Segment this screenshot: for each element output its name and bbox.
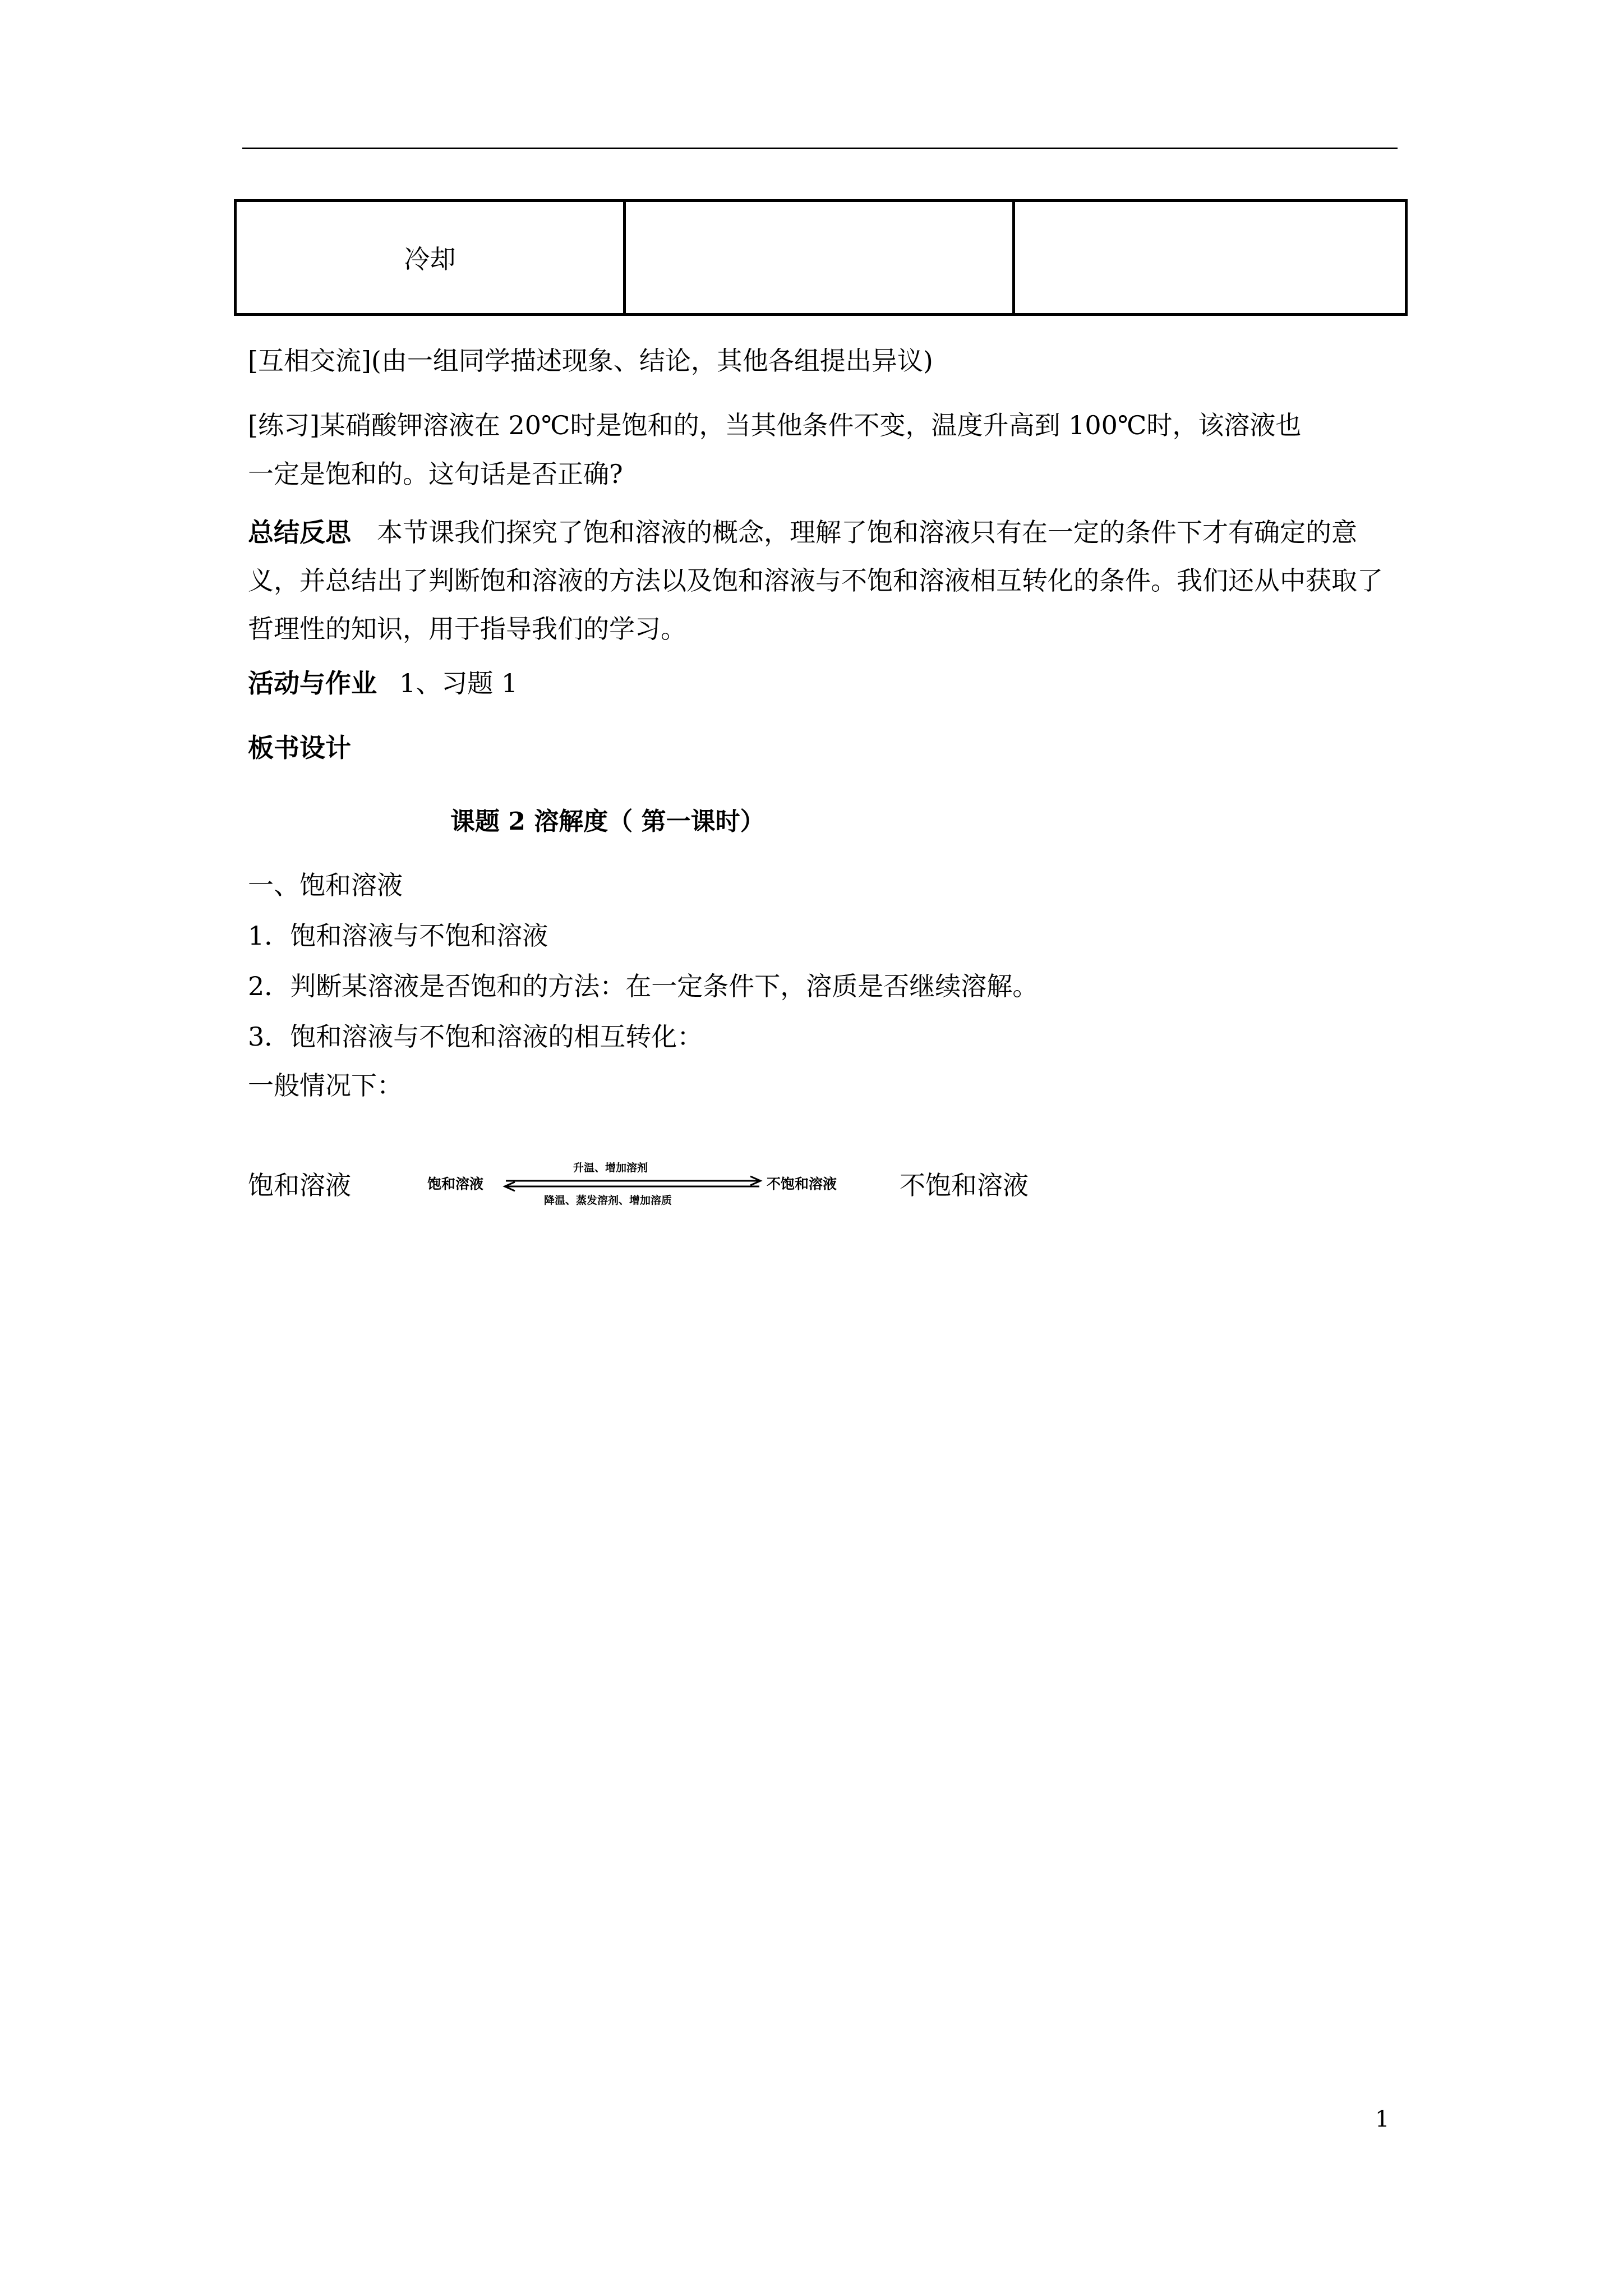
diagram-reverse-condition: 降温、蒸发溶剂、增加溶质: [544, 1194, 672, 1207]
experiment-table: [234, 199, 1408, 316]
exercise-line-1: [练习]某硝酸钾溶液在 20℃时是饱和的，当其他条件不变，温度升高到 100℃时，该溶液也: [248, 410, 1302, 440]
conversion-left-label: 饱和溶液: [248, 1170, 351, 1200]
header-rule: [242, 148, 1398, 149]
outline-item-3: 3．饱和溶液与不饱和溶液的相互转化：: [248, 1022, 703, 1052]
diagram-left-text: 饱和溶液: [427, 1176, 484, 1192]
summary-label: 总结反思: [248, 517, 351, 547]
conversion-diagram: [427, 1157, 870, 1213]
summary-paragraph: [248, 508, 1403, 653]
table-row: [236, 201, 1407, 315]
board-design-heading: 板书设计: [248, 733, 351, 763]
table-cell-method: 冷却: [236, 201, 625, 315]
exchange-text: [互相交流](由一组同学描述现象、结论，其他各组提出异议): [248, 346, 933, 376]
table-cell-observation: [625, 201, 1014, 315]
diagram-right-text: 不饱和溶液: [767, 1176, 837, 1192]
homework-label: 活动与作业: [248, 668, 377, 698]
outline-heading: 一、饱和溶液: [248, 870, 403, 900]
summary-text: 本节课我们探究了饱和溶液的概念，理解了饱和溶液只有在一定的条件下才有确定的意义，并总结出了判断饱和溶液的方法以及饱和溶液与不饱和溶液相互转化的条件。我们还从中获取了哲理性的知识，用于指导我们的学习。: [248, 517, 1383, 644]
homework-line: [248, 670, 518, 696]
diagram-forward-condition: 升温、增加溶剂: [573, 1162, 648, 1174]
outline-general-case: 一般情况下：: [248, 1070, 403, 1101]
outline-item-1: 1．饱和溶液与不饱和溶液: [248, 921, 548, 951]
table-cell-conclusion: [1014, 201, 1407, 315]
conversion-right-label: 不饱和溶液: [900, 1170, 1029, 1200]
lesson-title: 课题 2 溶解度（ 第一课时）: [450, 807, 765, 836]
page-number: 1: [1375, 2106, 1390, 2132]
homework-text: 1、习题 1: [399, 668, 518, 698]
outline-item-2: 2．判断某溶液是否饱和的方法：在一定条件下，溶质是否继续溶解。: [248, 971, 1039, 1001]
exercise-line-2: 一定是饱和的。这句话是否正确?: [248, 459, 623, 489]
